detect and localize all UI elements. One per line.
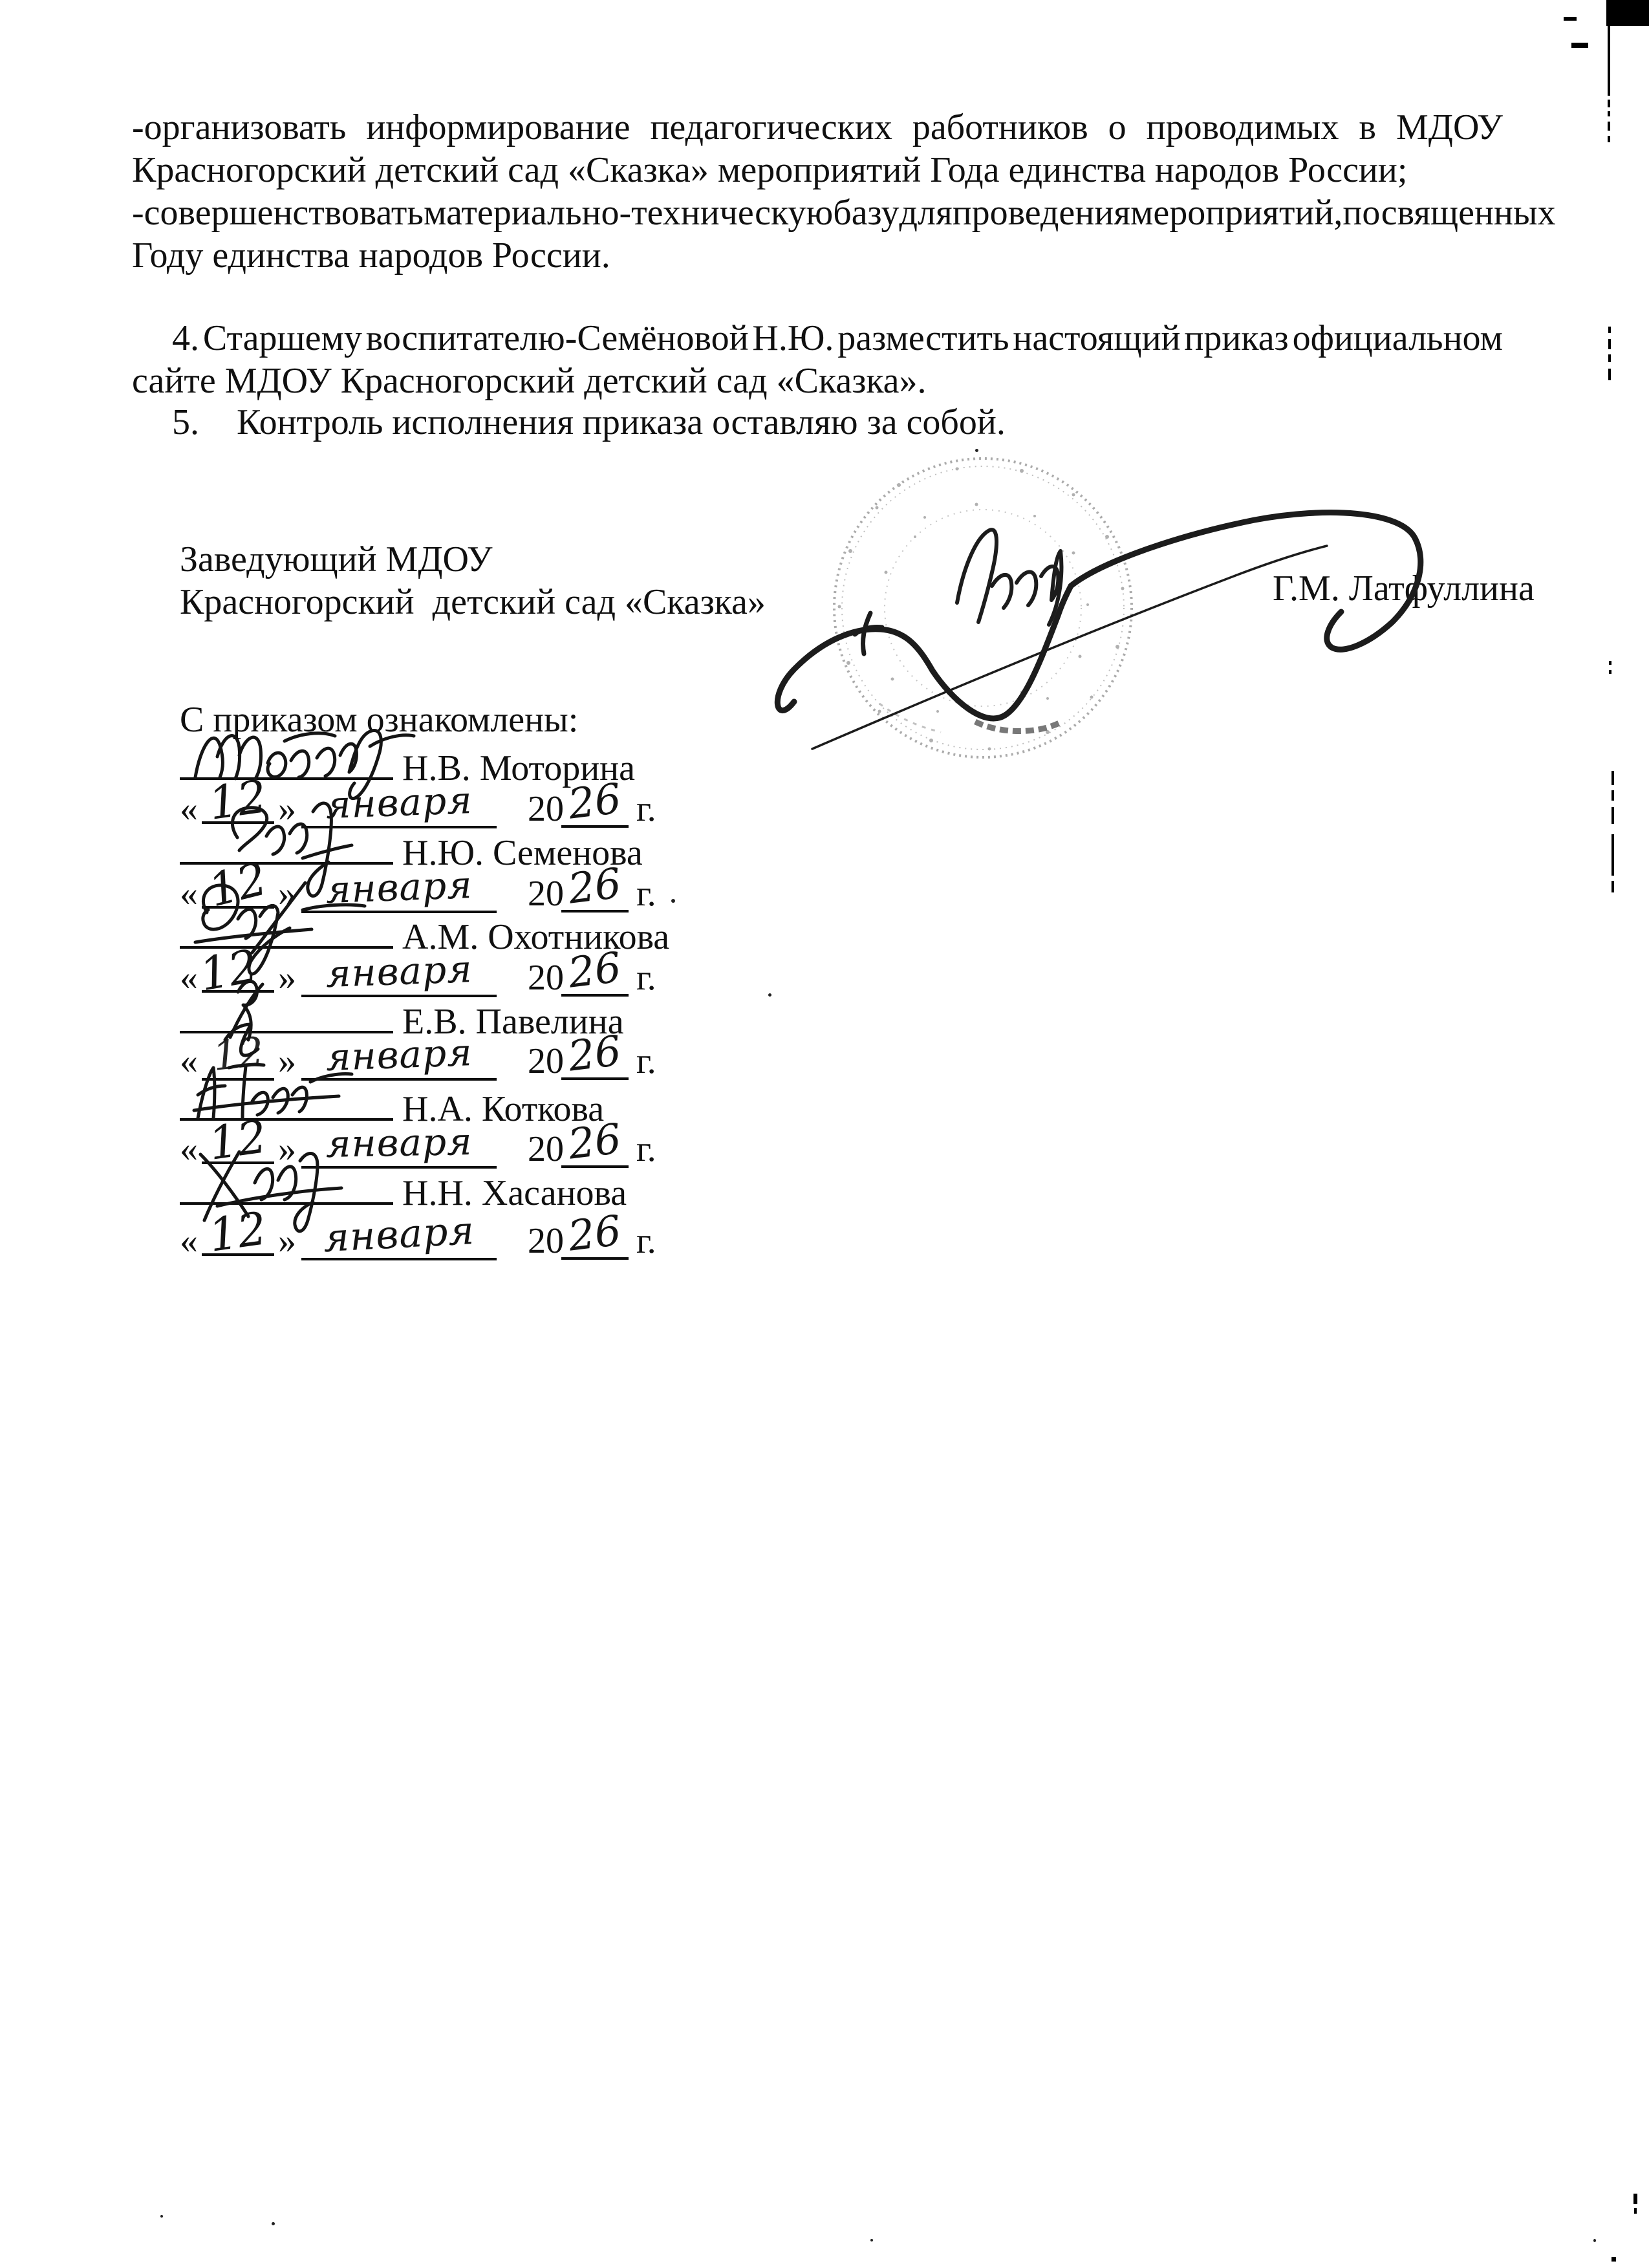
scan-artifact-dash <box>1611 2257 1616 2262</box>
stamp-bottom-text-arc <box>975 722 1059 731</box>
quote-open: « <box>180 874 198 914</box>
handwritten-month: января <box>322 1207 476 1262</box>
scan-artifact-dash <box>1611 807 1614 824</box>
handwritten-day: 12 <box>196 939 263 1002</box>
year-prefix: 20 <box>528 874 564 914</box>
quote-close: » <box>278 958 296 998</box>
handwritten-month: января <box>325 1030 473 1079</box>
order-item-4-line-2: сайте МДОУ Красногорский детский сад «Сказка». <box>132 361 927 401</box>
scan-artifact-dash <box>1611 881 1614 892</box>
ack-name: А.М. Охотникова <box>402 917 670 957</box>
handwritten-month: января <box>325 947 473 996</box>
scan-artifact-dash <box>1633 2194 1637 2204</box>
year-prefix: 20 <box>528 1041 564 1081</box>
item-5-number: 5. <box>172 402 199 442</box>
paragraph-bullet-2-line-1: -совершенствовать материально-техническую базу для проведения мероприятий, посвященных <box>132 193 1556 233</box>
scan-artifact-dash <box>1608 100 1610 107</box>
scan-artifact-dash <box>1608 369 1611 380</box>
quote-close: » <box>278 789 296 829</box>
scan-artifact-dash <box>1611 771 1614 785</box>
quote-close: » <box>278 874 296 914</box>
handwritten-year: 26 <box>566 859 624 914</box>
ack-name: Н.В. Моторина <box>402 748 635 788</box>
signature-line <box>180 823 393 865</box>
year-mark: г. <box>636 1129 656 1169</box>
scan-artifact-dash <box>1564 17 1577 21</box>
year-prefix: 20 <box>528 789 564 829</box>
scan-artifact-dash <box>1609 670 1611 674</box>
scan-speck <box>671 899 675 903</box>
handwritten-year: 26 <box>566 944 624 998</box>
item-5-text: Контроль исполнения приказа оставляю за собой. <box>237 402 1006 442</box>
ack-name: Е.В. Павелина <box>402 1002 624 1042</box>
year-mark: г. <box>636 789 656 829</box>
handwritten-day: 12 <box>206 1202 270 1262</box>
scan-speck <box>975 449 978 452</box>
year-mark: г. <box>636 874 656 914</box>
scan-artifact-dash <box>1608 111 1610 116</box>
signature-line <box>180 992 393 1033</box>
scan-artifact-dash <box>1608 339 1611 349</box>
scan-artifact-corner-block <box>1606 0 1649 26</box>
order-item-5 <box>172 400 1503 444</box>
signature-line <box>180 907 393 949</box>
signature-line <box>180 1163 393 1205</box>
year-mark: г. <box>636 958 656 998</box>
ack-name: Н.Ю. Семенова <box>402 833 643 873</box>
ack-name: Н.Н. Хасанова <box>402 1173 627 1213</box>
quote-close: » <box>278 1221 296 1261</box>
round-stamp-and-director-signature <box>685 440 1552 918</box>
scan-speck <box>870 2239 873 2241</box>
paragraph-bullet-2-line-2: Году единства народов России. <box>132 235 610 275</box>
scan-artifact-dash <box>1608 122 1610 131</box>
director-position-line-1: Заведующий МДОУ <box>180 539 493 579</box>
scan-speck <box>160 2215 163 2218</box>
paragraph-bullet-1-line-2: Красногорский детский сад «Сказка» мероприятий Года единства народов России; <box>132 150 1408 190</box>
quote-open: « <box>180 1129 198 1169</box>
handwritten-day: 12 <box>210 1028 266 1080</box>
ack-name: Н.А. Коткова <box>402 1089 605 1129</box>
scan-artifact-edge-line <box>1611 834 1614 876</box>
director-signature <box>777 513 1421 749</box>
handwritten-month: января <box>325 1119 473 1166</box>
handwritten-year: 26 <box>566 1207 624 1261</box>
order-item-4-line-1: 4. Старшему воспитателю-Семёновой Н.Ю. разместить настоящий приказ официальном <box>172 318 1503 358</box>
director-name: Г.М. Латфуллина <box>1273 568 1535 609</box>
year-prefix: 20 <box>528 1221 564 1261</box>
scan-artifact-dash <box>1608 327 1611 333</box>
scan-speck <box>1593 2239 1596 2242</box>
scan-artifact-dash <box>1571 43 1588 48</box>
quote-open: « <box>180 789 198 829</box>
quote-close: » <box>278 1041 296 1081</box>
handwritten-day: 12 <box>206 1110 270 1171</box>
handwritten-month: января <box>325 863 473 912</box>
year-mark: г. <box>636 1221 656 1261</box>
signature-line <box>180 739 393 780</box>
quote-open: « <box>180 1221 198 1261</box>
handwritten-year: 26 <box>566 1027 624 1081</box>
scan-speck <box>768 993 771 997</box>
year-mark: г. <box>636 1041 656 1081</box>
scan-artifact-dash <box>1608 136 1610 142</box>
scan-artifact-dash <box>1634 2208 1637 2214</box>
handwritten-day: 12 <box>206 770 270 830</box>
ack-signature-row-khasanova <box>180 1163 627 1213</box>
handwritten-month: января <box>325 778 473 827</box>
scan-artifact-dash <box>1611 790 1614 801</box>
handwritten-year: 26 <box>566 1115 624 1169</box>
quote-open: « <box>180 1041 198 1081</box>
quote-open: « <box>180 958 198 998</box>
paragraph-bullet-1-line-1: -организовать информирование педагогических работников о проводимых в МДОУ <box>132 107 1503 147</box>
scan-artifact-dash <box>1609 661 1611 665</box>
acknowledgment-heading: С приказом ознакомлены: <box>180 700 579 740</box>
scan-speck <box>272 2222 275 2225</box>
director-position-line-2: Красногорский детский сад «Сказка» <box>180 582 766 622</box>
handwritten-year: 26 <box>566 775 624 829</box>
year-prefix: 20 <box>528 958 564 998</box>
scan-artifact-edge-line <box>1608 25 1610 96</box>
signature-line <box>180 1079 393 1121</box>
year-prefix: 20 <box>528 1129 564 1169</box>
scan-artifact-dash <box>1608 354 1611 362</box>
handwritten-day: 12 <box>203 852 273 918</box>
ack-date-row-khasanova <box>180 1202 656 1262</box>
quote-close: » <box>278 1129 296 1169</box>
